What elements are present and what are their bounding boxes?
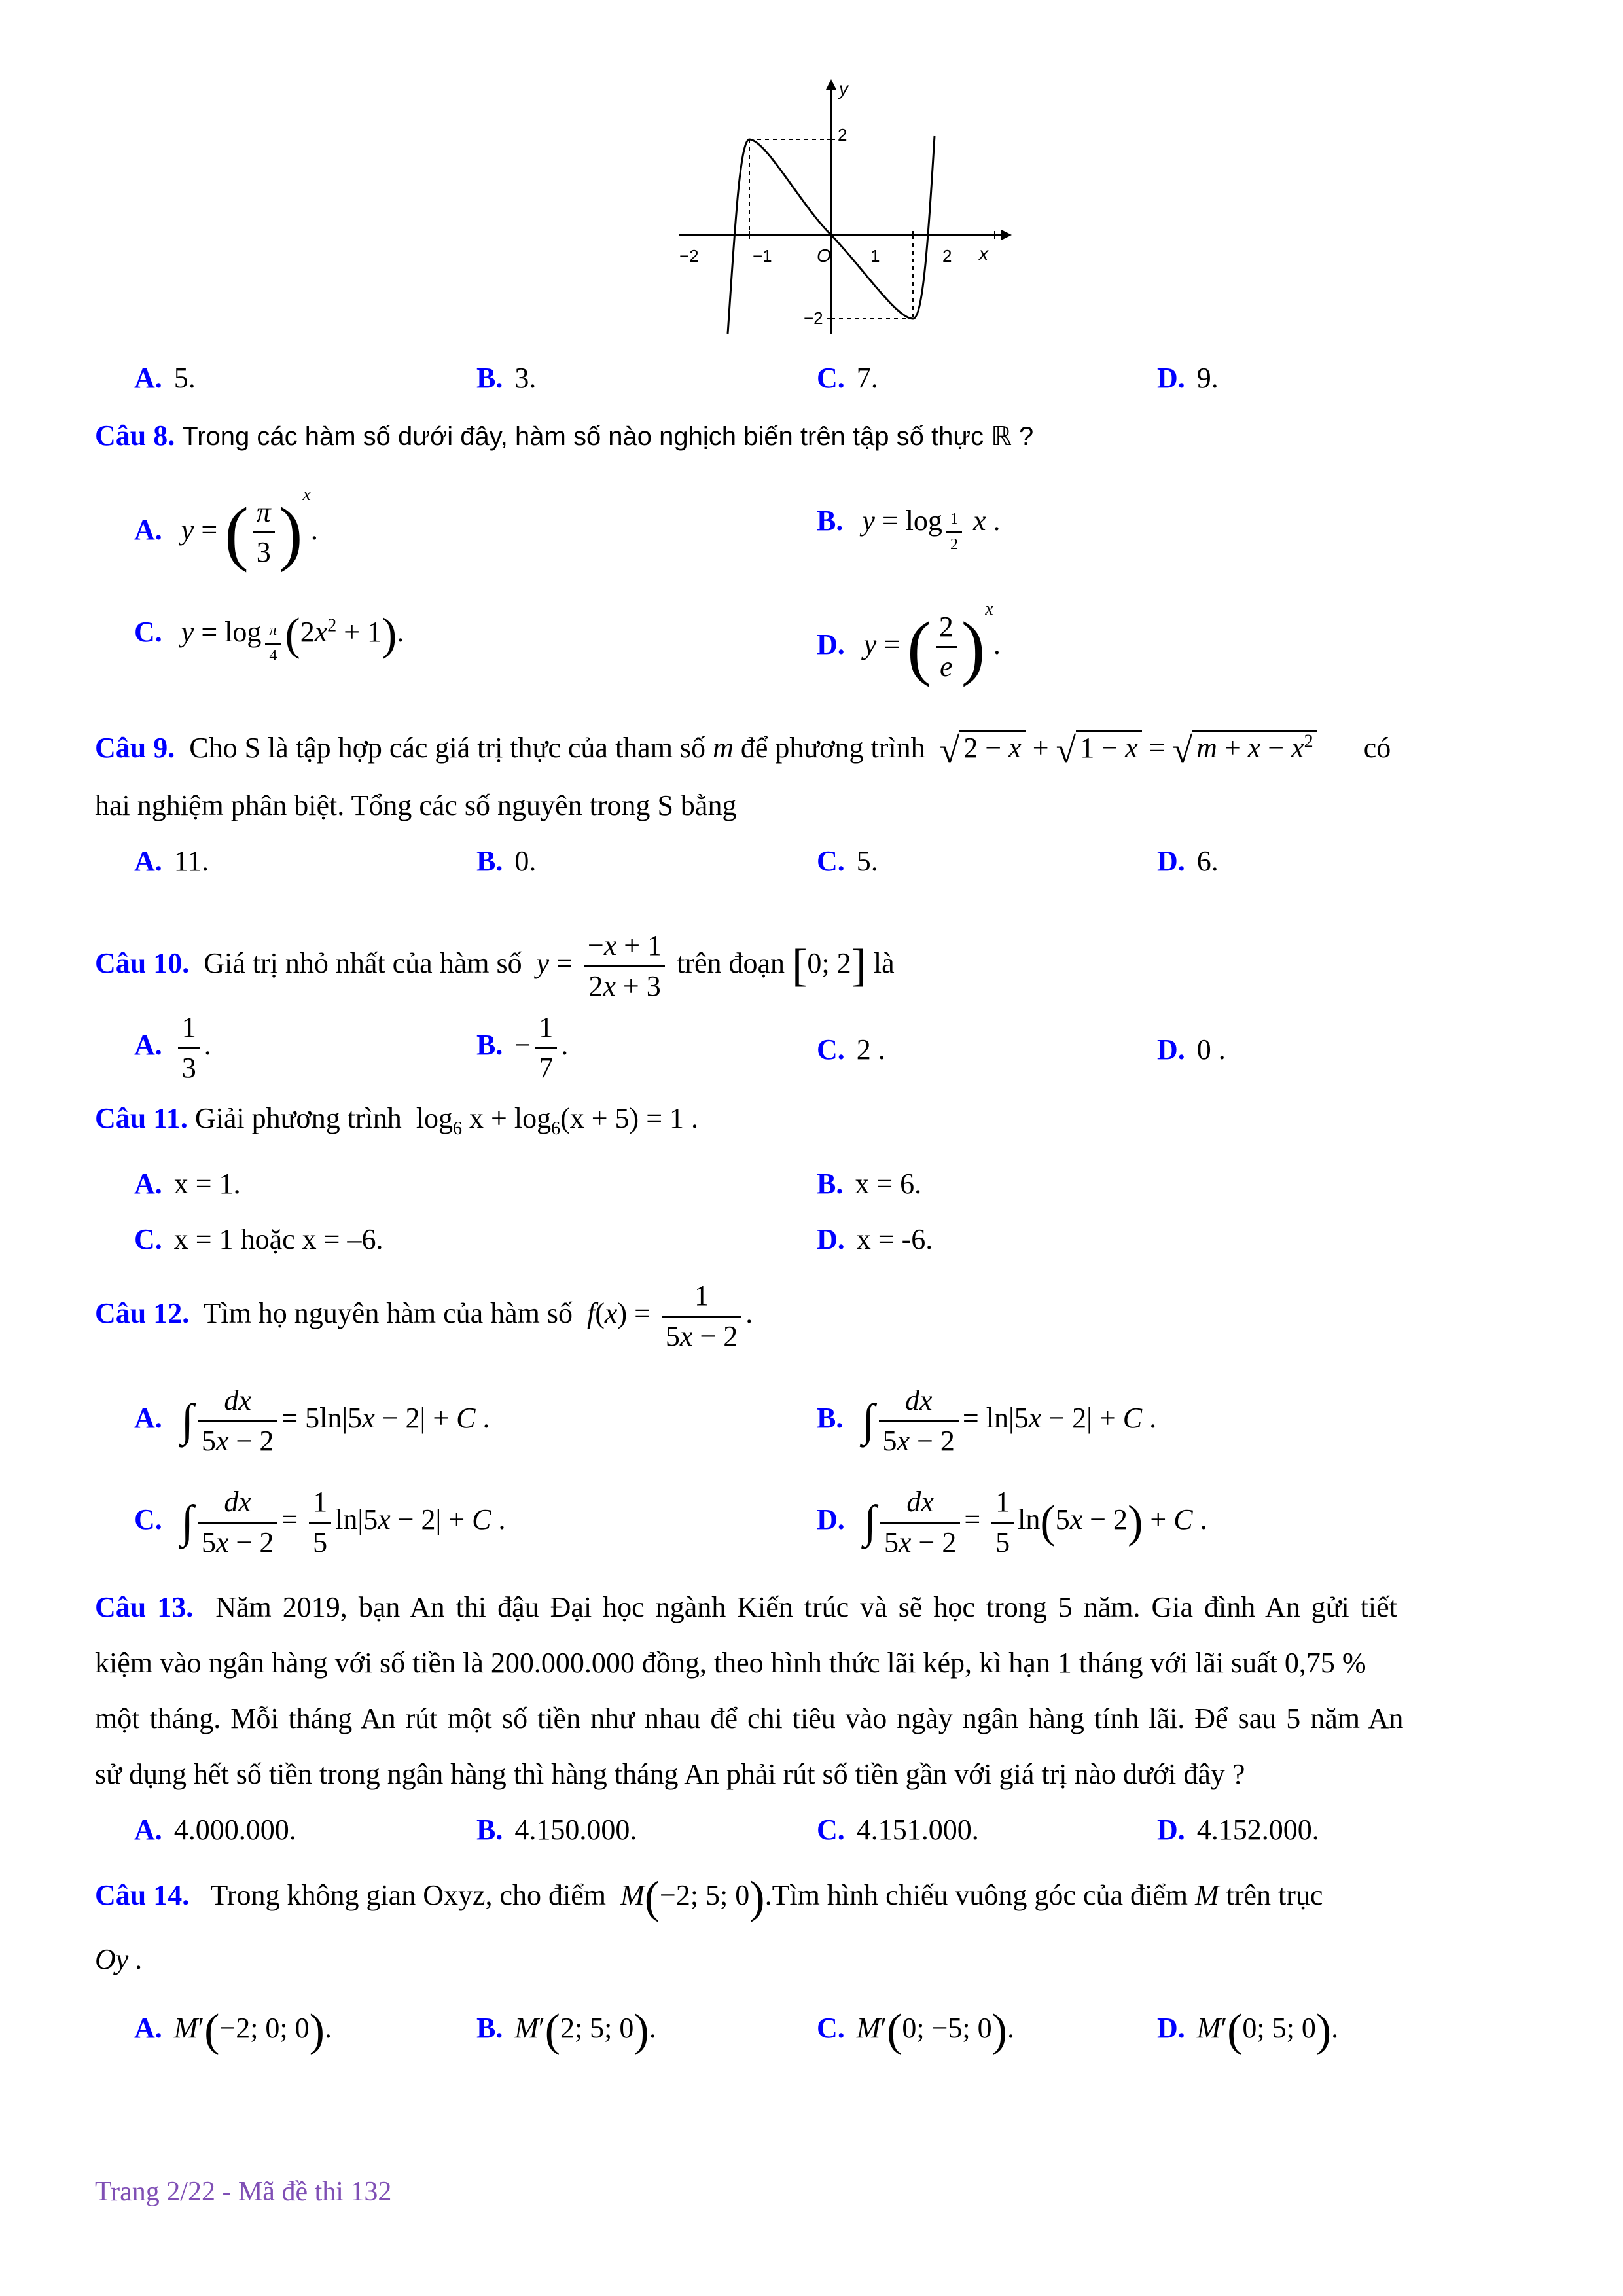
q10-answer-c[interactable]: C. 2 . <box>817 1033 885 1066</box>
y-axis-label: y <box>839 79 848 99</box>
q10-answer-a[interactable]: A. $\frac{1}{3}$ . <box>134 1011 211 1084</box>
y-axis-arrow <box>826 79 836 90</box>
q7-label-a: A. <box>134 362 162 394</box>
q9-answer-c[interactable]: C. 5. <box>817 845 878 877</box>
page-footer: Trang 2/22 - Mã đề thi 132 <box>95 2177 392 2207</box>
q13-line1: Câu 13. Năm 2019, bạn An thi đậu Đại học ngành Kiến trúc và sẽ học trong 5 năm. Gia đình An gửi tiết <box>95 1591 1397 1623</box>
q9-equation: √ 2 − x + √ 1 − x = √ $m + x - x^2$ <box>940 732 1317 764</box>
q14-answer-d[interactable]: D. M′(0; 5; 0). <box>1157 2005 1339 2056</box>
x-tick-2: 2 <box>942 246 952 266</box>
x-tick-neg1: −1 <box>753 246 772 266</box>
q11-answer-b[interactable]: B. x = 6. <box>817 1168 922 1200</box>
q11-answer-d[interactable]: D. x = -6. <box>817 1223 933 1255</box>
q7-label-b: B. <box>476 362 503 394</box>
q12-label: Câu 12. <box>95 1297 190 1330</box>
q8-text: Trong các hàm số dưới đây, hàm số nào nghịch biến trên tập số thực ℝ ? <box>182 422 1034 451</box>
q7-answer-a[interactable]: A. 5. <box>134 362 196 394</box>
q12-option-b[interactable]: B. ∫ $\frac{dx}{5x - 2}$ = ln|5x − 2| + C . <box>817 1384 1157 1457</box>
q9-answer-b[interactable]: B. 0. <box>476 845 537 877</box>
q14-question: Câu 14. Trong không gian Oxyz, cho điểm M(−2; 5; 0).Tìm hình chiếu vuông góc của điểm M trên trục <box>95 1873 1323 1923</box>
q11-answer-c[interactable]: C. x = 1 hoặc x = –6. <box>134 1223 383 1255</box>
q12-option-a[interactable]: A. ∫ $\frac{dx}{5x - 2}$ = 5ln|5x − 2| + C . <box>134 1384 490 1457</box>
x-tick-1: 1 <box>870 246 880 266</box>
x-axis-label: x <box>979 243 988 264</box>
q11-label: Câu 11. <box>95 1102 188 1134</box>
q10-question: Câu 10. Giá trị nhỏ nhất của hàm số y = $\frac{-x + 1}{2x + 3}$ trên đoạn [0; 2] là <box>95 929 895 1002</box>
q8-option-b[interactable]: B. y = log $_{\frac{1}{2}}$ x . <box>817 505 1001 553</box>
q7-label-d: D. <box>1157 362 1185 394</box>
q13-line2: kiệm vào ngân hàng với số tiền là 200.000.000 đồng, theo hình thức lãi kép, kì hạn 1 tháng với lãi suất 0,75 % <box>95 1647 1366 1679</box>
function-graph <box>674 75 1014 344</box>
q8-label: Câu 8. <box>95 420 175 452</box>
q8-option-d[interactable]: D. y = ( $\frac{2}{e}$ )$^x$. <box>817 599 1001 687</box>
q14-answer-b[interactable]: B. M′(2; 5; 0). <box>476 2005 656 2056</box>
q14-answer-c[interactable]: C. M′(0; −5; 0). <box>817 2005 1014 2056</box>
q8-option-a[interactable]: A. y = ( $\frac{\pi}{3}$ )$^x$. <box>134 484 318 573</box>
q10-answer-b[interactable]: B. − $\frac{1}{7}$ . <box>476 1011 569 1084</box>
y-tick-neg2: −2 <box>804 308 823 328</box>
q9-question: Câu 9. Cho S là tập hợp các giá trị thực của tham số m để phương trình √ 2 − x + √ 1 − x = √ $m + x - x^2$ có <box>95 730 1391 771</box>
q11-question: Câu 11. Giải phương trình $\log_6 x + \log_6(x + 5) = 1$ . <box>95 1102 699 1139</box>
q13-answer-b[interactable]: B. 4.150.000. <box>476 1814 637 1846</box>
q10-interval: 0; 2 <box>807 947 851 980</box>
q10-answer-d[interactable]: D. 0 . <box>1157 1033 1226 1066</box>
x-tick-neg2: −2 <box>679 246 699 266</box>
q7-answer-b[interactable]: B. 3. <box>476 362 537 394</box>
q7-answer-d[interactable]: D. 9. <box>1157 362 1219 394</box>
q8-option-c[interactable]: C. y = log $_{\frac{\pi}{4}}$ $(2x^2 + 1)$. <box>134 609 404 664</box>
y-tick-2: 2 <box>838 125 847 145</box>
q8-question <box>95 419 1033 452</box>
q10-label: Câu 10. <box>95 947 190 980</box>
q13-line4: sử dụng hết số tiền trong ngân hàng thì hàng tháng An phải rút số tiền gần với giá trị nào dưới đây ? <box>95 1758 1245 1790</box>
q14-answer-a[interactable]: A. M′(−2; 0; 0). <box>134 2005 332 2056</box>
q9-label: Câu 9. <box>95 732 175 764</box>
q7-answer-c[interactable]: C. 7. <box>817 362 878 394</box>
q9-answer-d[interactable]: D. 6. <box>1157 845 1219 877</box>
x-axis-arrow <box>1001 230 1012 240</box>
q13-answer-c[interactable]: C. 4.151.000. <box>817 1814 979 1846</box>
q14-line2: Oy . <box>95 1943 143 1975</box>
q11-answer-a[interactable]: A. x = 1. <box>134 1168 241 1200</box>
q13-label: Câu 13. <box>95 1591 194 1623</box>
q12-option-d[interactable]: D. ∫ $\frac{dx}{5x - 2}$ = $\frac{1}{5}$ ln(5x − 2) + C . <box>817 1486 1207 1558</box>
origin-label: O <box>817 245 831 266</box>
q13-answer-a[interactable]: A. 4.000.000. <box>134 1814 296 1846</box>
q13-answer-d[interactable]: D. 4.152.000. <box>1157 1814 1319 1846</box>
q13-line3: một tháng. Mỗi tháng An rút một số tiền như nhau để chi tiêu vào ngày ngân hàng tính lãi. Để sau 5 năm An <box>95 1702 1404 1734</box>
q14-label: Câu 14. <box>95 1879 190 1912</box>
q9-answer-a[interactable]: A. 11. <box>134 845 209 877</box>
q12-option-c[interactable]: C. ∫ $\frac{dx}{5x - 2}$ = $\frac{1}{5}$ ln|5x − 2| + C . <box>134 1486 506 1558</box>
q12-question: Câu 12. Tìm họ nguyên hàm của hàm số f(x) = $\frac{1}{5x - 2}$ . <box>95 1280 753 1352</box>
q7-label-c: C. <box>817 362 845 394</box>
q9-line2: hai nghiệm phân biệt. Tổng các số nguyên trong S bằng <box>95 789 737 821</box>
